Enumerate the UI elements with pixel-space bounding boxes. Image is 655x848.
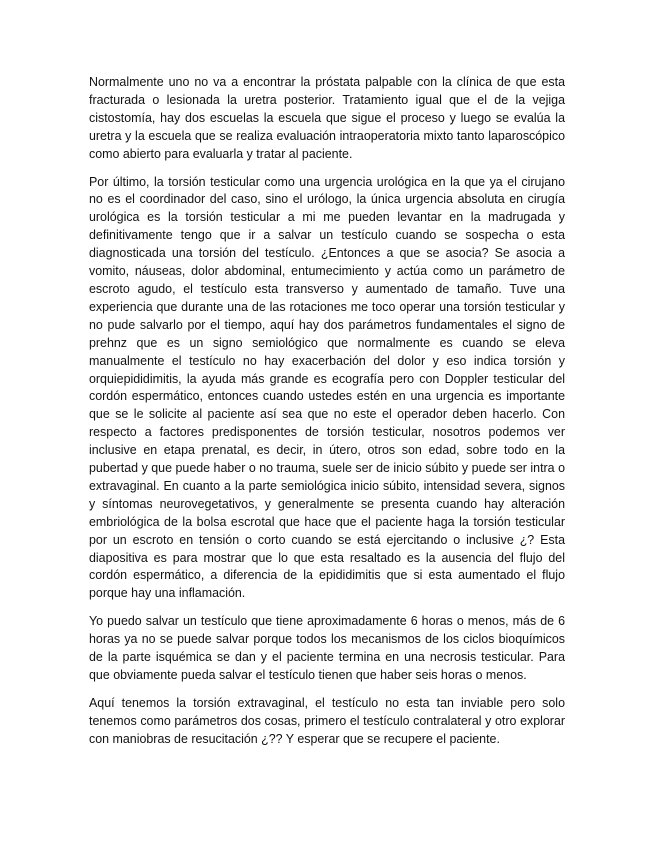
paragraph-seis-horas: Yo puedo salvar un testículo que tiene aproximadamente 6 horas o menos, más de 6 horas ya no se puede salvar porque todos los mecanismos de los ciclos bioquímicos de la parte isquémica se dan y el paciente termina en una necrosis testicular. Para que obviamente pueda salvar el testículo tienen que haber seis horas o menos. — [89, 614, 565, 682]
paragraph-torsion-extravaginal: Aquí tenemos la torsión extravaginal, el testículo no esta tan inviable pero solo tenemos como parámetros dos cosas, primero el testículo contralateral y otro explorar con maniobras de resucitación ¿?? Y esperar que se recupere el paciente. — [89, 695, 565, 746]
document-page — [89, 74, 565, 759]
paragraph-prostata: Normalmente uno no va a encontrar la próstata palpable con la clínica de que esta fracturada o lesionada la uretra posterior. Tratamiento igual que el de la vejiga cistostomía, hay dos escuelas la escuela que sigue el proceso y luego se evalúa la uretra y la escuela que se realiza evaluación intraoperatoria mixto tanto laparoscópico como abierto para evaluarla y tratar al paciente. — [89, 75, 565, 161]
paragraph-torsion-testicular: Por último, la torsión testicular como una urgencia urológica en la que ya el cirujano no es el coordinador del caso, sino el urólogo, la única urgencia absoluta en cirugía urológica es la torsión testicular a mi me pueden levantar en la madrugada y definitivamente tengo que ir a salvar un testículo cuando se sospecha o esta diagnosticada una torsión del testículo. ¿Entonces a que se asocia? Se asocia a vomito, náuseas, dolor abdominal, entumecimiento y actúa como un parámetro de escroto agudo, el testículo esta transverso y aumentado de tamaño. Tuve una experiencia que durante una de las rotaciones me toco operar una torsión testicular y no pude salvarlo por el tiempo, aquí hay dos parámetros fundamentales el signo de prehnz que es un signo semiológico que normalmente es cuando se eleva manualmente el testículo no hay exacerbación del dolor y eso indica torsión y orquiepididimitis, la ayuda más grande es ecografía pero con Doppler testicular del cordón espermático, entonces cuando ustedes estén en una urgencia es importante que se le solicite al paciente así sea que no este el operador deben hacerlo. Con respecto a factores predisponentes de torsión testicular, nosotros podemos ver inclusive en etapa prenatal, es decir, in útero, otros son edad, sobre todo en la pubertad y que puede haber o no trauma, suele ser de inicio súbito y puede ser intra o extravaginal. En cuanto a la parte semiológica inicio súbito, intensidad severa, signos y síntomas neurovegetativos, y generalmente se presenta cuando hay alteración embriológica de la bolsa escrotal que hace que el paciente haga la torsión testicular por un escroto en tensión o corto cuando se está ejercitando o inclusive ¿? Esta diapositiva es para mostrar que lo que esta resaltado es la ausencia del flujo del cordón espermático, a diferencia de la epididimitis que si esta aumentado el flujo porque hay una inflamación. — [89, 174, 565, 601]
